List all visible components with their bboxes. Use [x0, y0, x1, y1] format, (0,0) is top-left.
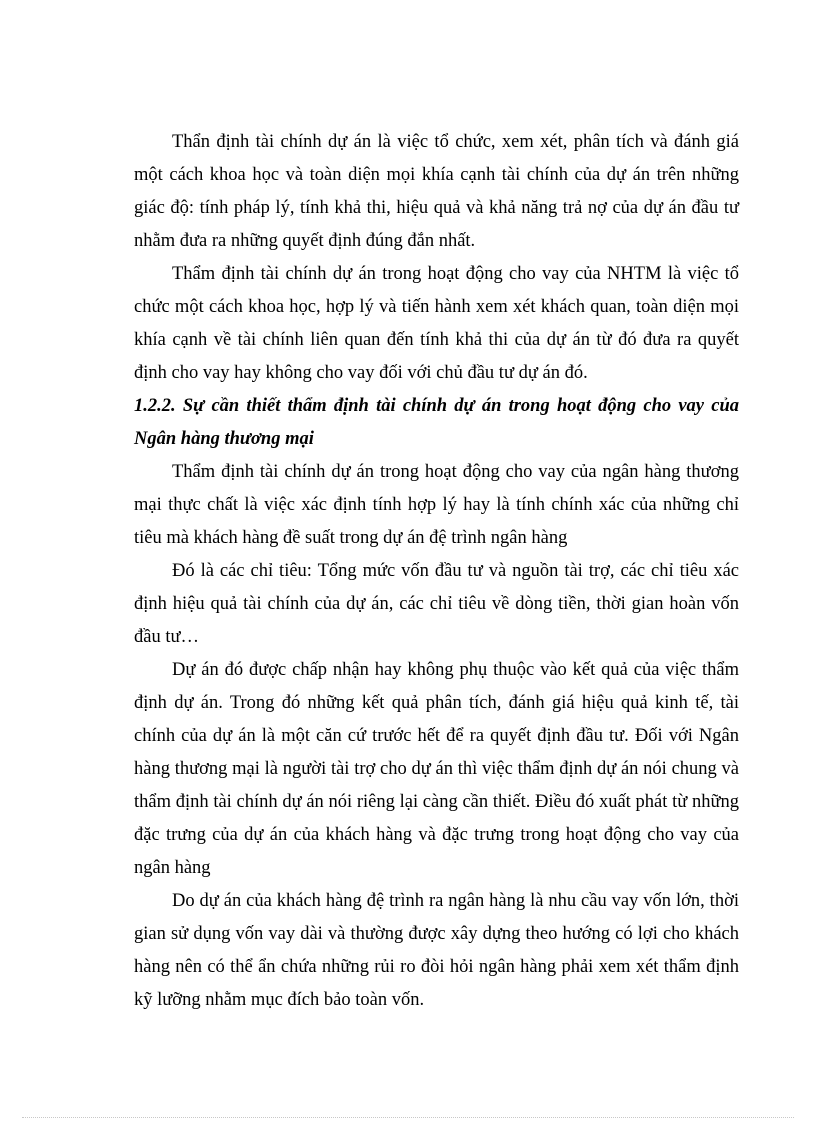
document-body: [134, 126, 739, 1017]
paragraph-risk: Do dự án của khách hàng đệ trình ra ngân hàng là nhu cầu vay vốn lớn, thời gian sử dụng vốn vay dài và thường được xây dựng theo hướng có lợi cho khách hàng nên có thể ẩn chứa những rủi ro đòi hỏi ngân hàng phải xem xét thẩm định kỹ lưỡng nhằm mục đích bảo toàn vốn.: [134, 891, 739, 1010]
paragraph-definition: Thẩn định tài chính dự án là việc tổ chức, xem xét, phân tích và đánh giá một cách khoa học và toàn diện mọi khía cạnh tài chính của dự án trên những giác độ: tính pháp lý, tính khả thi, hiệu quả và khả năng trả nợ của dự án đầu tư nhằm đưa ra những quyết định đúng đắn nhất.: [134, 132, 739, 251]
section-heading: 1.2.2. Sự cần thiết thẩm định tài chính dự án trong hoạt động cho vay của Ngân hàng thương mại: [134, 396, 739, 449]
paragraph-acceptance: Dự án đó được chấp nhận hay không phụ thuộc vào kết quả của việc thẩm định dự án. Trong đó những kết quả phân tích, đánh giá hiệu quả kinh tế, tài chính của dự án là một căn cứ trước hết để ra quyết định đầu tư. Đối với Ngân hàng thương mại là người tài trợ cho dự án thì việc thẩm định dự án nói chung và thẩm định tài chính dự án nói riêng lại càng cần thiết. Điều đó xuất phát từ những đặc trưng của dự án của khách hàng và đặc trưng trong hoạt động cho vay của ngân hàng: [134, 660, 739, 878]
paragraph-definition-lending: Thẩm định tài chính dự án trong hoạt động cho vay của NHTM là việc tổ chức một cách khoa học, hợp lý và tiến hành xem xét khách quan, toàn diện mọi khía cạnh về tài chính liên quan đến tính khả thi của dự án từ đó đưa ra quyết định cho vay hay không cho vay đối với chủ đầu tư dự án đó.: [134, 264, 739, 383]
paragraph-appraisal-essence: Thẩm định tài chính dự án trong hoạt động cho vay của ngân hàng thương mại thực chất là việc xác định tính hợp lý hay là tính chính xác của những chỉ tiêu mà khách hàng đề suất trong dự án đệ trình ngân hàng: [134, 462, 739, 548]
paragraph-indicators: Đó là các chỉ tiêu: Tổng mức vốn đầu tư và nguồn tài trợ, các chỉ tiêu xác định hiệu quả tài chính của dự án, các chỉ tiêu về dòng tiền, thời gian hoàn vốn đầu tư…: [134, 561, 739, 647]
page-bottom-divider: [22, 1117, 794, 1118]
